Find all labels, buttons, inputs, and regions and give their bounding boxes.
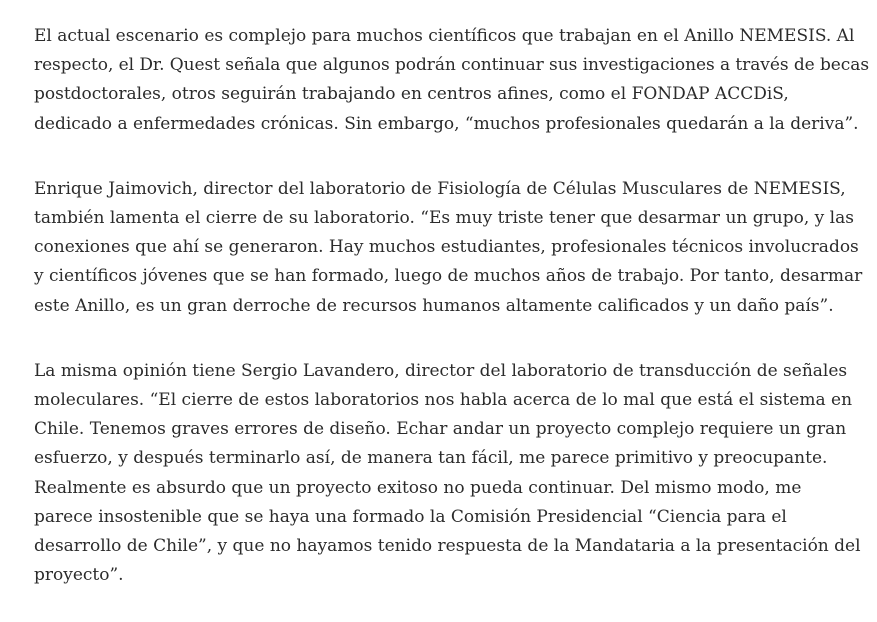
text-line: parece insostenible que se haya una formado la Comisión Presidencial “Ciencia para el — [34, 506, 787, 527]
text-line: y científicos jóvenes que se han formado, luego de muchos años de trabajo. Por tanto, desarmar — [34, 266, 863, 287]
text-line: desarrollo de Chile”, y que no hayamos tenido respuesta de la Mandataria a la presentación del — [34, 536, 861, 557]
text-line: moleculares. “El cierre de estos laboratorios nos habla acerca de lo mal que está el sistema en — [34, 390, 853, 411]
text-line: conexiones que ahí se generaron. Hay muchos estudiantes, profesionales técnicos involucrados — [34, 237, 859, 258]
text-line: Chile. Tenemos graves errores de diseño. Echar andar un proyecto complejo requiere un gran — [34, 419, 847, 440]
paragraph-2 — [34, 175, 863, 321]
text-line: proyecto”. — [34, 565, 124, 586]
text-line: Enrique Jaimovich, director del laboratorio de Fisiología de Células Musculares de NEMESIS, — [34, 178, 846, 199]
text-line: La misma opinión tiene Sergio Lavandero, director del laboratorio de transducción de señales — [34, 360, 848, 381]
text-line: esfuerzo, y después terminarlo así, de manera tan fácil, me parece primitivo y preocupante. — [34, 448, 828, 469]
text-line: también lamenta el cierre de su laboratorio. “Es muy triste tener que desarmar un grupo, y las — [34, 208, 854, 229]
text-line: dedicado a enfermedades crónicas. Sin embargo, “muchos profesionales quedarán a la deriva”. — [34, 113, 859, 134]
text-line: respecto, el Dr. Quest señala que algunos podrán continuar sus investigaciones a través de becas — [34, 55, 869, 76]
paragraph-1 — [34, 22, 869, 139]
article-body — [34, 22, 869, 590]
text-line: postdoctorales, otros seguirán trabajando en centros afines, como el FONDAP ACCDiS, — [34, 84, 789, 105]
text-line: este Anillo, es un gran derroche de recursos humanos altamente calificados y un daño país”. — [34, 295, 834, 316]
paragraph-3 — [34, 357, 861, 591]
text-line: El actual escenario es complejo para muchos científicos que trabajan en el Anillo NEMESIS. Al — [34, 26, 855, 46]
text-line: Realmente es absurdo que un proyecto exitoso no pueda continuar. Del mismo modo, me — [34, 477, 802, 498]
